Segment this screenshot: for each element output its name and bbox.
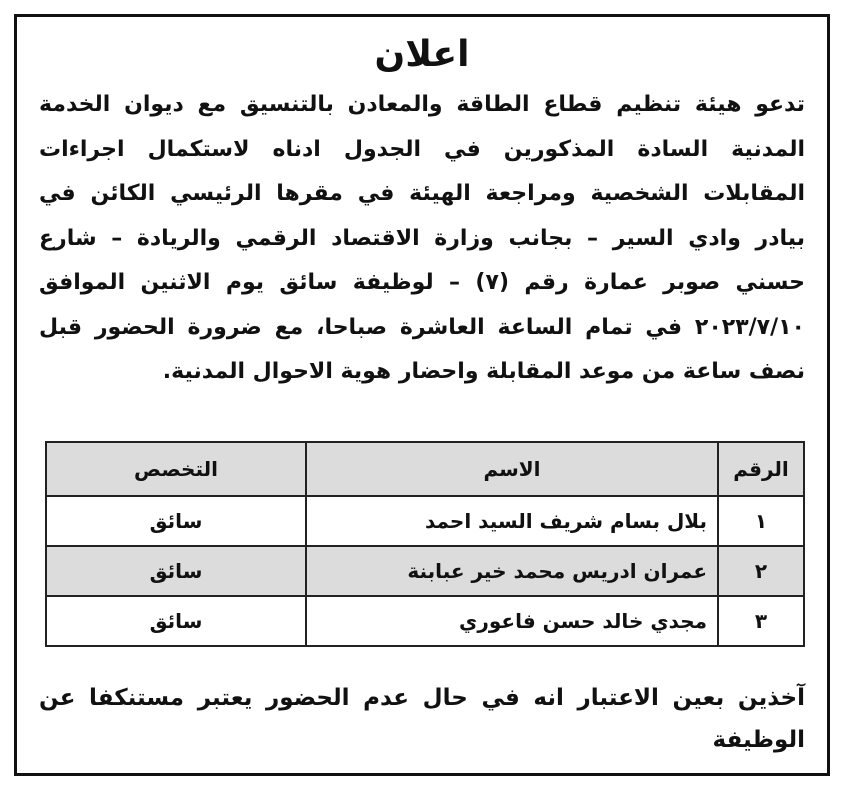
row-number: ٣: [718, 596, 804, 646]
table-row: [46, 496, 804, 546]
row-name: بلال بسام شريف السيد احمد: [306, 496, 718, 546]
table-row: [46, 546, 804, 596]
row-number: ٢: [718, 546, 804, 596]
row-name: مجدي خالد حسن فاعوري: [306, 596, 718, 646]
announcement-title: اعلان: [374, 34, 470, 75]
row-specialty: سائق: [46, 596, 306, 646]
table-header-row: [46, 442, 804, 496]
header-number: الرقم: [718, 442, 804, 496]
header-specialty: التخصص: [46, 442, 306, 496]
row-number: ١: [718, 496, 804, 546]
table-row: [46, 596, 804, 646]
header-name: الاسم: [306, 442, 718, 496]
announcement-footer: آخذين بعين الاعتبار انه في حال عدم الحضور يعتبر مستنكفا عن الوظيفة: [39, 685, 805, 753]
announcement-body: تدعو هيئة تنظيم قطاع الطاقة والمعادن بالتنسيق مع ديوان الخدمة المدنية السادة المذكورين في الجدول ادناه لاستكمال اجراءات المقابلات الشخصية ومراجعة الهيئة في مقرها الرئيسي الكائن في بيادر وادي السير – بجانب وزارة الاقتصاد الرقمي والريادة – شارع حسني صوبر عمارة رقم (٧) – لوظيفة سائق يوم الاثنين الموافق ٢٠٢٣/٧/١٠ في تمام الساعة العاشرة صباحا، مع ضرورة الحضور قبل نصف ساعة من موعد المقابلة واحضار هوية الاحوال المدنية.: [39, 92, 806, 384]
row-name: عمران ادريس محمد خير عبابنة: [306, 546, 718, 596]
row-specialty: سائق: [46, 546, 306, 596]
announcement-frame: [14, 14, 830, 776]
row-specialty: سائق: [46, 496, 306, 546]
candidates-table: [45, 441, 805, 647]
